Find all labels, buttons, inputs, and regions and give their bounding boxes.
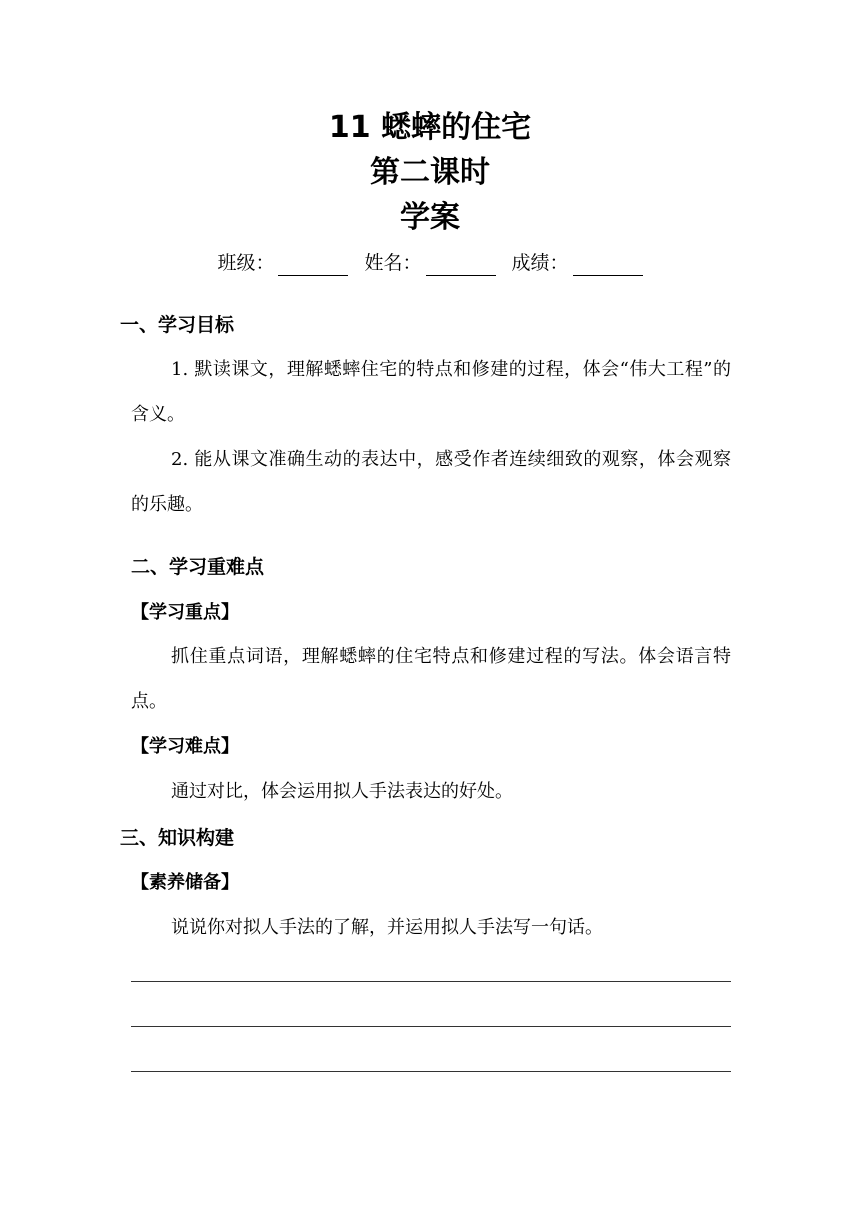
difficulty-text: 通过对比，体会运用拟人手法表达的好处。 [171,781,513,802]
class-blank[interactable] [278,253,348,276]
preparation-prompt: 说说你对拟人手法的了解，并运用拟人手法写一句话。 [171,917,603,938]
student-info-row [0,250,860,276]
subheading-preparation: 【素养储备】 [131,872,239,893]
answer-line-2[interactable] [131,1026,731,1027]
section-heading-knowledge: 三、知识构建 [120,827,235,849]
goal-item-1: 1. 默读课文，理解蟋蟀住宅的特点和修建的过程，体会“伟大工程”的含义。 [131,359,731,425]
section-heading-goals: 一、学习目标 [120,314,235,336]
goal-item-2: 2. 能从课文准确生动的表达中，感受作者连续细致的观察，体会观察的乐趣。 [131,449,731,515]
name-blank[interactable] [426,253,496,276]
score-blank[interactable] [573,253,643,276]
subheading-key-point: 【学习重点】 [131,602,239,623]
worksheet-type: 学案 [400,200,460,235]
lesson-title: 11 蟋蟀的住宅 [328,110,532,145]
name-label: 姓名： [364,252,422,274]
section-heading-key-points: 二、学习重难点 [131,556,265,578]
answer-line-3[interactable] [131,1071,731,1072]
score-label: 成绩： [511,252,569,274]
lesson-period: 第二课时 [370,155,490,190]
answer-line-1[interactable] [131,981,731,982]
subheading-difficulty: 【学习难点】 [131,736,239,757]
score-field [512,250,643,276]
class-field [217,250,348,276]
name-field [364,250,495,276]
class-label: 班级： [217,252,275,274]
key-point-text: 抓住重点词语，理解蟋蟀的住宅特点和修建过程的写法。体会语言特点。 [131,646,731,712]
